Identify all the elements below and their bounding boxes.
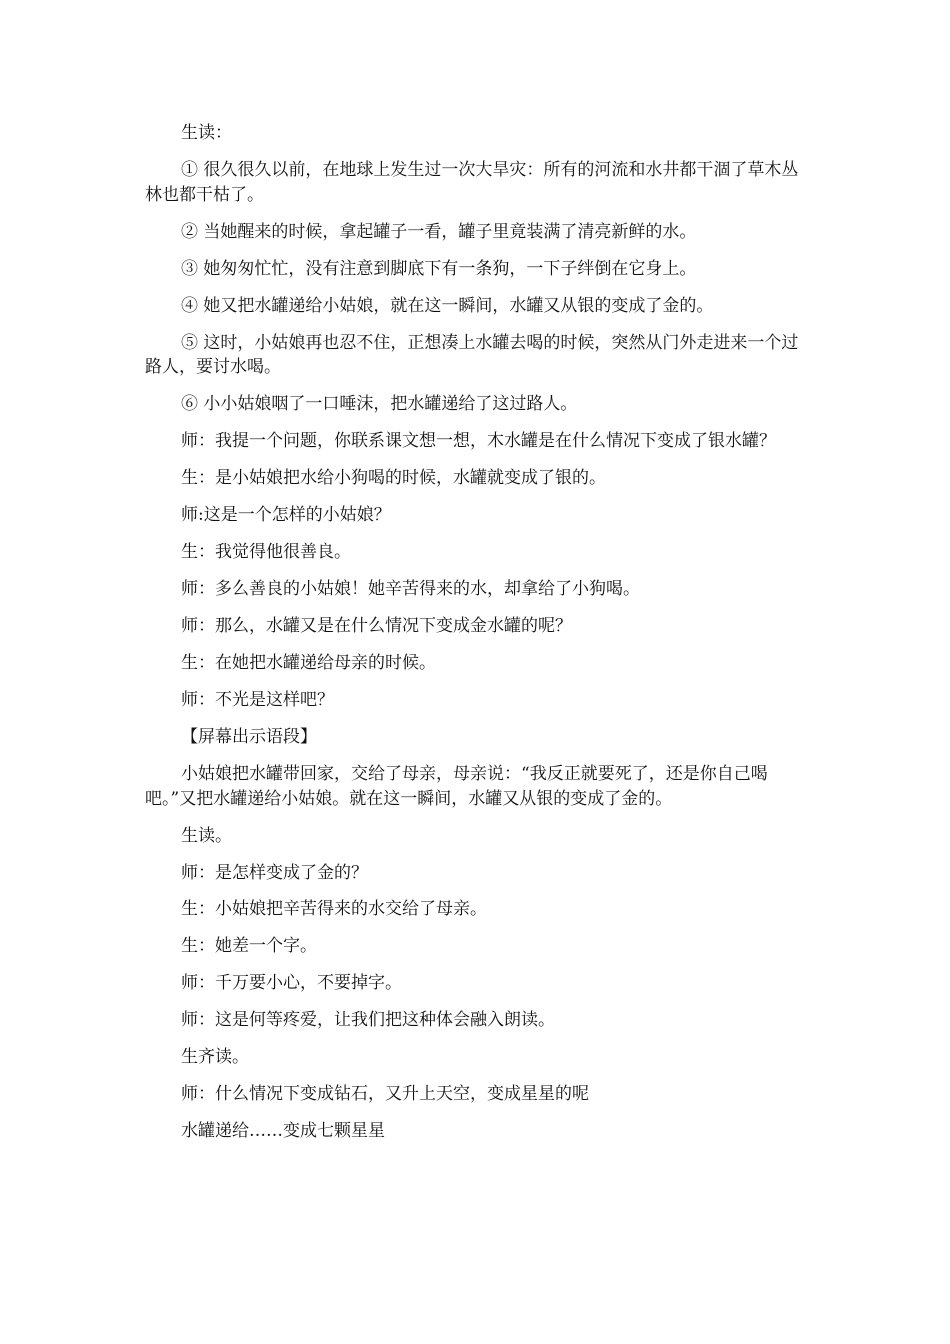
paragraph-1: 生读：	[181, 123, 232, 143]
paragraph-18: 生读。	[181, 825, 232, 846]
paragraph-13: 师：那么，水罐又是在什么情况下变成金水罐的呢？	[181, 616, 572, 636]
document-page	[145, 121, 813, 1156]
paragraph-20: 生：小姑娘把辛苦得来的水交给了母亲。	[181, 899, 487, 920]
paragraph-8: 师：我提一个问题，你联系课文想一想，木水罐是在什么情况下变成了银水罐？	[181, 431, 776, 452]
paragraph-5: ④ 她又把水罐递给小姑娘，就在这一瞬间，水罐又从银的变成了金的。	[181, 295, 714, 316]
paragraph-15: 师：不光是这样吧？	[181, 689, 334, 710]
paragraph-10: 师:这是一个怎样的小姑娘？	[181, 505, 391, 526]
paragraph-2: ① 很久很久以前，在地球上发生过一次大旱灾：所有的河流和水井都干涸了草木丛林也都干枯了。	[145, 159, 799, 205]
paragraph-25: 师：什么情况下变成钻石，又升上天空，变成星星的呢	[181, 1084, 589, 1105]
paragraph-4: ③ 她匆匆忙忙，没有注意到脚底下有一条狗，一下子绊倒在它身上。	[181, 258, 697, 279]
paragraph-6: ⑤ 这时，小姑娘再也忍不住，正想凑上水罐去喝的时候，突然从门外走进来一个过路人，要讨水喝。	[145, 332, 799, 378]
paragraph-19: 师：是怎样变成了金的？	[181, 862, 368, 883]
paragraph-21: 生：她差一个字。	[181, 936, 317, 957]
paragraph-11: 生：我觉得他很善良。	[181, 542, 351, 563]
paragraph-9: 生：是小姑娘把水给小狗喝的时候，水罐就变成了银的。	[181, 468, 606, 489]
paragraph-22: 师：千万要小心，不要掉字。	[181, 973, 402, 994]
paragraph-23: 师：这是何等疼爱，让我们把这种体会融入朗读。	[181, 1010, 555, 1031]
paragraph-26: 水罐递给……变成七颗星星	[181, 1121, 385, 1142]
paragraph-17: 小姑娘把水罐带回家，交给了母亲，母亲说：“我反正就要死了，还是你自己喝吧。”又把水罐递给小姑娘。就在这一瞬间，水罐又从银的变成了金的。	[145, 763, 768, 809]
paragraph-7: ⑥ 小小姑娘咽了一口唾沫，把水罐递给了这过路人。	[181, 394, 578, 415]
paragraph-24: 生齐读。	[181, 1047, 249, 1068]
paragraph-12: 师：多么善良的小姑娘！她辛苦得来的水，却拿给了小狗喝。	[181, 579, 640, 600]
paragraph-3: ② 当她醒来的时候，拿起罐子一看，罐子里竟装满了清亮新鲜的水。	[181, 221, 697, 242]
paragraph-16: 【屏幕出示语段】	[181, 726, 317, 747]
paragraph-14: 生：在她把水罐递给母亲的时候。	[181, 652, 436, 673]
